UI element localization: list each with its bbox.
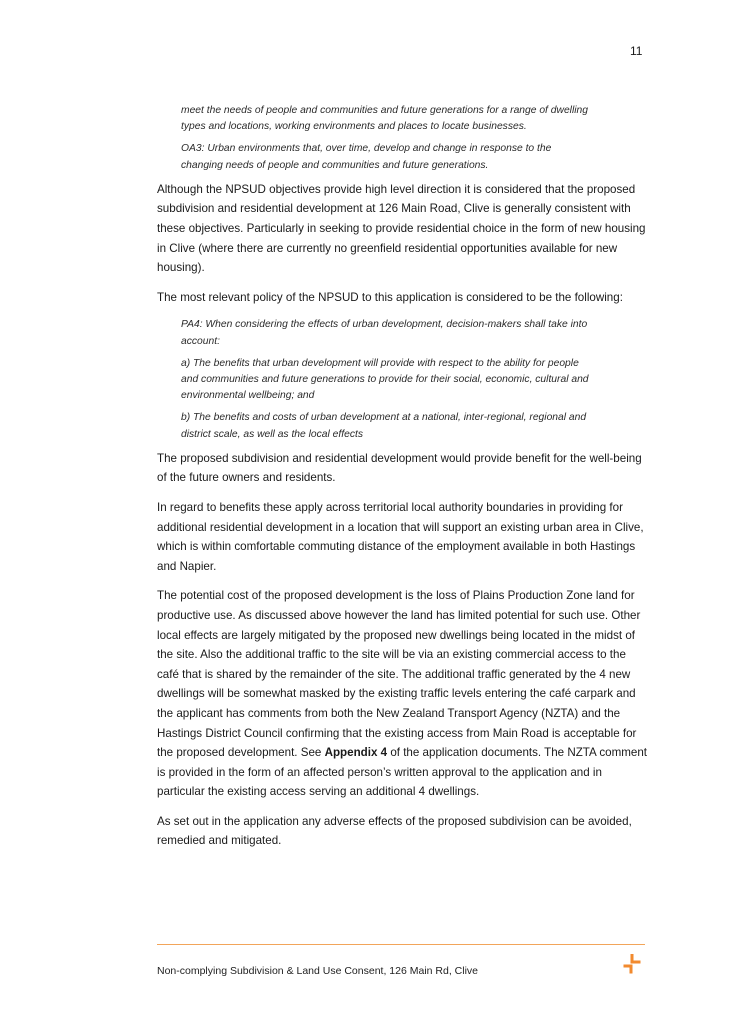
paragraph (157, 586, 647, 802)
quote-line: b) The benefits and costs of urban development at a national, inter-regional, regional and district scale, as well as the local effects (181, 412, 587, 440)
appendix-reference: Appendix 4 (324, 746, 388, 760)
brand-logo-icon (622, 954, 642, 974)
paragraph: Although the NPSUD objectives provide high level direction it is considered that the proposed subdivision and residential development at 126 Main Road, Clive is generally consistent with these objectives. Particularly in seeking to provide residential choice in the form of new housing in Clive (where there are currently no greenfield residential opportunities available for new housing). (157, 182, 646, 275)
objectives-quote (181, 103, 591, 174)
quote-line: meet the needs of people and communities and future generations for a range of dwelling types and locations, working environments and places to locate businesses. (181, 105, 588, 133)
paragraph: As set out in the application any adverse effects of the proposed subdivision can be avoided, remedied and mitigated. (157, 814, 632, 848)
policy-quote (181, 317, 591, 442)
paragraph: The proposed subdivision and residential development would provide benefit for the well-being of the future owners and residents. (157, 451, 642, 485)
footer-text: Non-complying Subdivision & Land Use Consent, 126 Main Rd, Clive (157, 965, 478, 977)
quote-line: a) The benefits that urban development will provide with respect to the ability for people and communities and future generations to provide for their social, economic, cultural and environmental wellbeing; and (181, 357, 589, 402)
paragraph: The most relevant policy of the NPSUD to this application is considered to be the following: (157, 290, 623, 304)
footer-divider (157, 944, 645, 945)
quote-line: PA4: When considering the effects of urban development, decision-makers shall take into account: (181, 319, 588, 347)
paragraph: In regard to benefits these apply across territorial local authority boundaries in providing for additional residential development in a location that will support an existing urban area in Clive, which is within comfortable commuting distance of the employment available in both Hastings and Napier. (157, 500, 644, 573)
paragraph-text: of the application documents. The NZTA comment is provided in the form of an affected person’s written approval to the application and in particular the existing access serving an additional 4 dwellings. (157, 746, 648, 799)
paragraph-text: The potential cost of the proposed development is the loss of Plains Production Zone land for productive use. As discussed above however the land has limited potential for such use. Other local effects are largely mitigated by the proposed new dwellings being located in the midst of the site. Also the additional traffic to the site will be via an existing commercial access to the café that is shared by the remainder of the site. The additional traffic generated by the 4 new dwellings will be somewhat masked by the existing traffic levels entering the café carpark and the applicant has comments from both the New Zealand Transport Agency (NZTA) and the Hastings District Council confirming that the existing access from Main Road is acceptable for the proposed development. See (157, 589, 641, 760)
page-number: 11 (630, 44, 643, 58)
quote-line: OA3: Urban environments that, over time, develop and change in response to the changing needs of people and communities and future generations. (181, 143, 552, 171)
page-content (157, 103, 647, 861)
